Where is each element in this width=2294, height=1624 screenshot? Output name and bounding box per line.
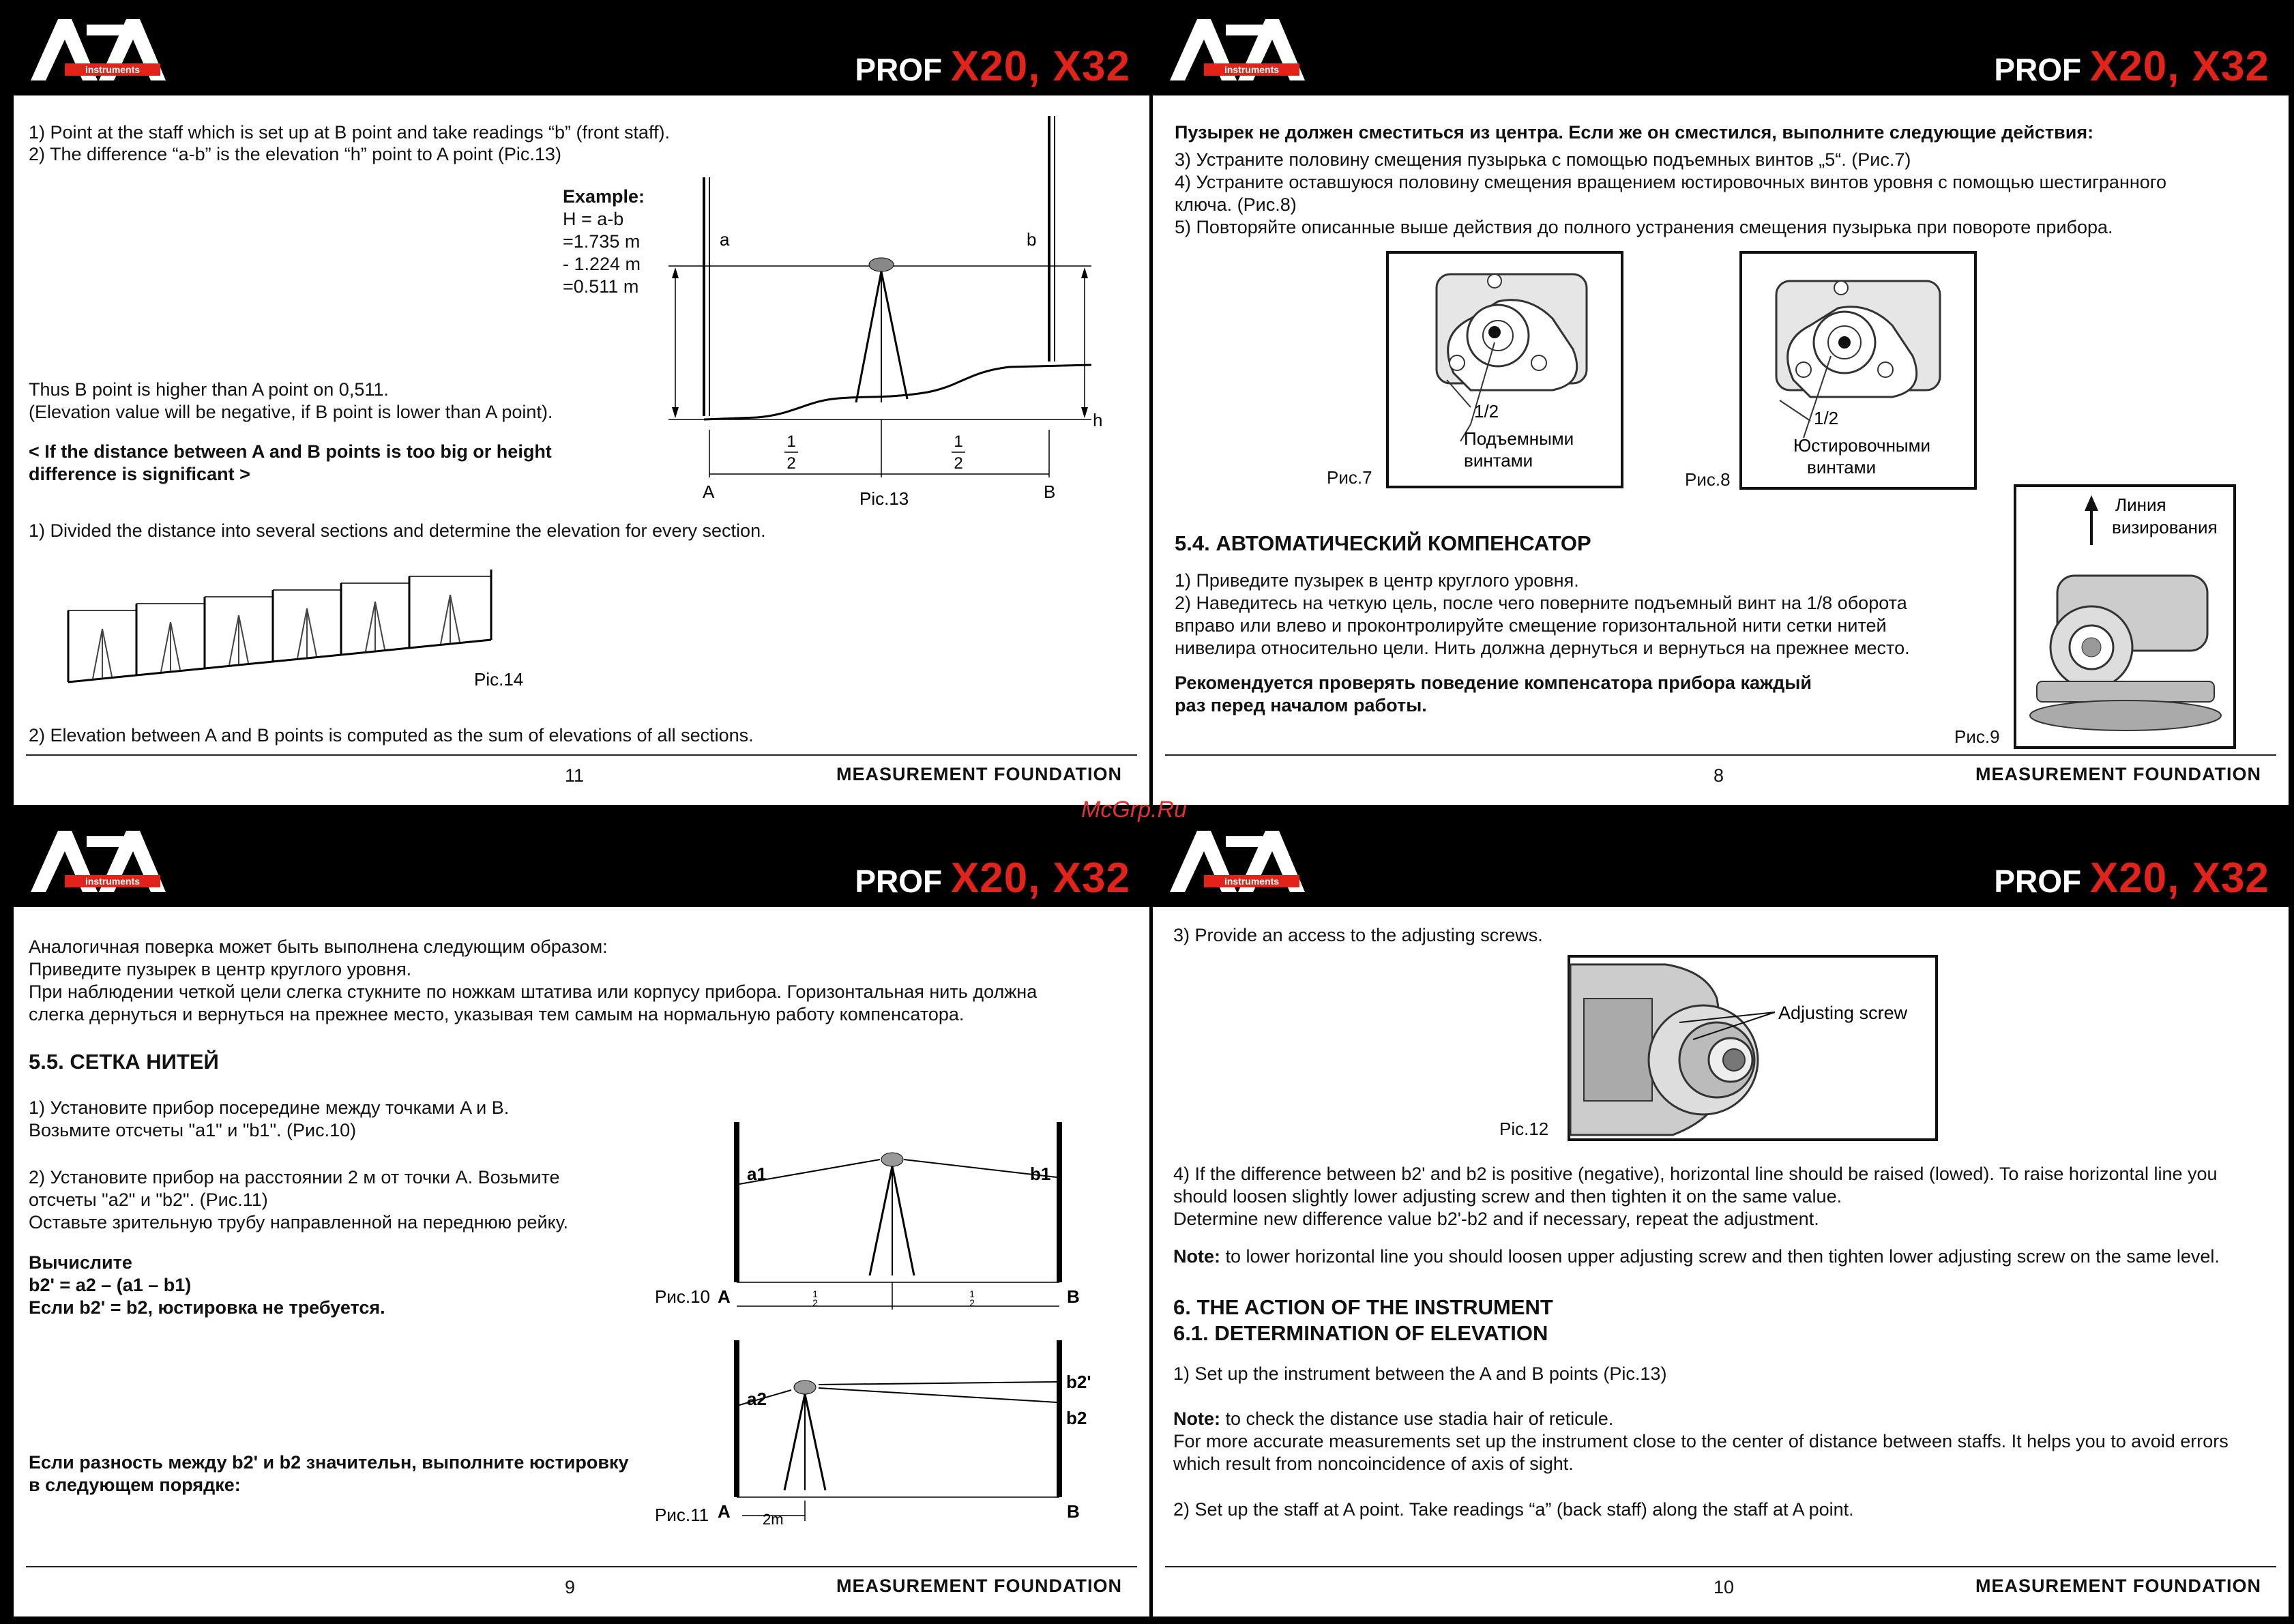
page-8 bbox=[1153, 7, 2289, 805]
half-den: 2 bbox=[786, 454, 796, 473]
page-number: 8 bbox=[1714, 765, 1724, 786]
calc-result: Если b2' = b2, юстировка не требуется. bbox=[29, 1297, 385, 1318]
half-den: 2 bbox=[954, 454, 963, 473]
caption-pic8: Рис.8 bbox=[1685, 469, 1731, 490]
text-line: 4) Устраните оставшуюся половину смещения вращением юстировочных винтов уровня с помощью шестигранного bbox=[1175, 172, 2167, 192]
half-den: 2 bbox=[969, 1297, 975, 1308]
page-11 bbox=[14, 7, 1149, 805]
label-screws: винтами bbox=[1807, 457, 1877, 477]
text-line: Determine new difference value b2'-b2 and if necessary, repeat the adjustment. bbox=[1173, 1209, 1819, 1229]
bold-line: Пузырек не должен сместиться из центра. Если же он сместился, выполните следующие действия: bbox=[1175, 122, 2094, 143]
text-line: 1) Установите прибор посередине между точками A и B. bbox=[29, 1097, 510, 1118]
example-line: =0.511 m bbox=[563, 276, 639, 297]
label-b: b bbox=[1027, 229, 1037, 250]
text-line: should loosen slightly lower adjusting screw and then tighten it on the same value. bbox=[1173, 1186, 1842, 1207]
text-line: При наблюдении четкой цели слегка стукните по ножкам штатива или корпусу прибора. Горизонтальная нить должна bbox=[29, 981, 1038, 1002]
page-header bbox=[14, 7, 1149, 95]
caption-pic13: Pic.13 bbox=[859, 488, 909, 509]
watermark: McGrp.Ru bbox=[1081, 797, 1187, 823]
text-line: Возьмите отсчеты "a1" и "b1". (Рис.10) bbox=[29, 1120, 357, 1140]
footer-rule bbox=[26, 1566, 1137, 1567]
label-B: B bbox=[1044, 482, 1056, 502]
example-title: Example: bbox=[563, 186, 645, 207]
text-line: Аналогичная поверка может быть выполнена следующим образом: bbox=[29, 936, 608, 957]
figure-pic14 bbox=[48, 566, 539, 703]
text-line: 3) Provide an access to the adjusting screws. bbox=[1173, 925, 1543, 945]
half-den: 2 bbox=[812, 1297, 818, 1308]
text-line: 3) Устраните половину смещения пузырька с помощью подъемных винтов „5“. (Рис.7) bbox=[1175, 149, 1911, 170]
section-title: 5.4. АВТОМАТИЧЕСКИЙ КОМПЕНСАТОР bbox=[1175, 531, 1591, 555]
text-line: 5) Повторяйте описанные выше действия до полного устранения смещения пузырька при повороте прибора. bbox=[1175, 217, 2113, 237]
page-number: 11 bbox=[565, 765, 585, 786]
label-A: A bbox=[703, 482, 715, 502]
label-h: h bbox=[1093, 410, 1103, 430]
note-label: Note: bbox=[1173, 1246, 1220, 1267]
figure-pic13 bbox=[655, 109, 1126, 518]
text-line: 1) Point at the staff which is set up at B point and take readings “b” (front staff). bbox=[29, 122, 671, 143]
label-sight-line: визирования bbox=[2112, 517, 2218, 537]
text-line: Оставьте зрительную трубу направленной на переднюю рейку. bbox=[29, 1212, 569, 1232]
text-line: слегка дернуться и вернуться на прежнее место, указывая тем самым на нормальную работу компенсатора. bbox=[29, 1004, 965, 1024]
half-num: 1 bbox=[786, 432, 796, 451]
bold-note: < If the distance between A and B points is too big or height bbox=[29, 441, 552, 462]
label-sight-line: Линия bbox=[2115, 494, 2166, 515]
text-line: Приведите пузырек в центр круглого уровня. bbox=[29, 959, 412, 979]
footer-brand: MEASUREMENT FOUNDATION bbox=[836, 1576, 1122, 1596]
svg-text:instruments: instruments bbox=[1224, 876, 1280, 887]
label-adjusting-screw: Adjusting screw bbox=[1778, 1003, 1908, 1023]
caption-pic14: Pic.14 bbox=[474, 669, 524, 690]
footer-rule bbox=[1165, 1566, 2276, 1567]
caption-pic7: Рис.7 bbox=[1327, 467, 1372, 488]
ada-logo bbox=[24, 12, 188, 89]
label-screws: винтами bbox=[1464, 450, 1533, 471]
text-line: вправо или влево и проконтролируйте смещение горизонтальной нити сетки нитей bbox=[1175, 615, 1887, 636]
figure-pic11 bbox=[655, 1337, 1126, 1541]
footer-rule bbox=[1165, 754, 2276, 756]
label-distance: 2m bbox=[763, 1511, 784, 1528]
ada-logo bbox=[1163, 824, 1327, 900]
text-line: (Elevation value will be negative, if B point is lower than A point). bbox=[29, 402, 553, 422]
bold-note: difference is significant > bbox=[29, 464, 250, 484]
label-a1: a1 bbox=[747, 1164, 767, 1184]
page-header bbox=[14, 818, 1149, 907]
label-half: 1/2 bbox=[1814, 408, 1839, 428]
ada-logo bbox=[1163, 12, 1327, 89]
section-title: 6. THE ACTION OF THE INSTRUMENT bbox=[1173, 1295, 1553, 1319]
note-text: to check the distance use stadia hair of reticule. bbox=[1220, 1408, 1614, 1429]
text-line: ключа. (Рис.8) bbox=[1175, 194, 1297, 215]
figure-pic9 bbox=[2014, 484, 2236, 749]
label-half: 1/2 bbox=[1474, 401, 1499, 422]
note-line bbox=[1173, 1408, 1613, 1430]
caption-pic10: Рис.10 bbox=[655, 1286, 711, 1307]
label-B: B bbox=[1067, 1501, 1080, 1522]
figure-pic10 bbox=[655, 1119, 1126, 1323]
caption-pic12: Pic.12 bbox=[1499, 1119, 1549, 1139]
bold-note: Если разность между b2' и b2 значительн, выполните юстировку bbox=[29, 1452, 629, 1473]
footer-rule bbox=[26, 754, 1137, 756]
text-line: нивелира относительно цели. Нить должна дернуться и вернуться на прежнее место. bbox=[1175, 638, 1910, 658]
text-line: 2) Наведитесь на четкую цель, после чего поверните подъемный винт на 1/8 оборота bbox=[1175, 593, 1907, 613]
text-line: 2) Установите прибор на расстоянии 2 м от точки А. Возьмите bbox=[29, 1167, 560, 1187]
label-b2-prime: b2' bbox=[1066, 1372, 1091, 1392]
text-line: 2) Elevation between A and B points is computed as the sum of elevations of all sections. bbox=[29, 725, 754, 745]
half-num: 1 bbox=[812, 1288, 818, 1299]
figure-pic8 bbox=[1739, 251, 1977, 490]
footer-brand: MEASUREMENT FOUNDATION bbox=[836, 764, 1122, 784]
page-9 bbox=[14, 818, 1149, 1616]
label-a2: a2 bbox=[747, 1389, 767, 1409]
label-a: a bbox=[720, 229, 730, 250]
page-header bbox=[1153, 7, 2289, 95]
model-title: PROF X20, X32 bbox=[1994, 43, 2269, 90]
svg-text:instruments: instruments bbox=[85, 876, 141, 887]
note-label: Note: bbox=[1173, 1408, 1220, 1429]
label-b1: b1 bbox=[1030, 1164, 1051, 1184]
text-line: отсчеты "a2" и "b2". (Рис.11) bbox=[29, 1190, 268, 1210]
example-line: - 1.224 m bbox=[563, 254, 641, 274]
label-B: B bbox=[1067, 1286, 1080, 1307]
label-screws: Юстировочными bbox=[1793, 435, 1931, 456]
example-line: =1.735 m bbox=[563, 231, 641, 252]
bold-note: в следующем порядке: bbox=[29, 1475, 241, 1495]
text-line: 4) If the difference between b2' and b2 is positive (negative), horizontal line should be raised (lowed). To raise horizontal line you bbox=[1173, 1164, 2218, 1184]
text-line: 2) The difference “a-b” is the elevation “h” point to A point (Pic.13) bbox=[29, 144, 561, 164]
model-title: PROF X20, X32 bbox=[855, 855, 1130, 902]
bold-note: Рекомендуется проверять поведение компенсатора прибора каждый bbox=[1175, 673, 1812, 693]
page-number: 9 bbox=[565, 1577, 576, 1597]
figure-pic7 bbox=[1386, 251, 1623, 488]
section-title: 5.5. СЕТКА НИТЕЙ bbox=[29, 1050, 219, 1074]
caption-pic9: Рис.9 bbox=[1954, 726, 2000, 747]
section-title: 6.1. DETERMINATION OF ELEVATION bbox=[1173, 1321, 1548, 1345]
bold-note: раз перед началом работы. bbox=[1175, 695, 1427, 715]
ada-logo bbox=[24, 824, 188, 900]
page-10 bbox=[1153, 818, 2289, 1616]
footer-brand: MEASUREMENT FOUNDATION bbox=[1975, 1576, 2261, 1596]
text-line: 2) Set up the staff at A point. Take readings “a” (back staff) along the staff at A point. bbox=[1173, 1499, 1854, 1520]
label-screws: Подъемными bbox=[1464, 428, 1574, 449]
page-number: 10 bbox=[1714, 1577, 1735, 1597]
text-line: 1) Приведите пузырек в центр круглого уровня. bbox=[1175, 570, 1579, 591]
svg-text:instruments: instruments bbox=[1224, 64, 1280, 75]
calc-title: Вычислите bbox=[29, 1252, 132, 1273]
page-header bbox=[1153, 818, 2289, 907]
svg-text:instruments: instruments bbox=[85, 64, 141, 75]
text-line: 1) Set up the instrument between the A and B points (Pic.13) bbox=[1173, 1363, 1667, 1384]
half-num: 1 bbox=[954, 432, 963, 451]
label-A: A bbox=[718, 1286, 731, 1307]
label-A: A bbox=[718, 1501, 731, 1522]
figure-pic12 bbox=[1568, 955, 1938, 1141]
text-line: Thus B point is higher than A point on 0,511. bbox=[29, 379, 389, 400]
half-num: 1 bbox=[969, 1288, 975, 1299]
calc-formula: b2' = a2 – (a1 – b1) bbox=[29, 1275, 192, 1295]
note-line bbox=[1173, 1245, 2220, 1268]
note-text: to lower horizontal line you should loosen upper adjusting screw and then tighten lower adjusting screw on the same level. bbox=[1220, 1246, 2220, 1267]
caption-pic11: Рис.11 bbox=[655, 1505, 709, 1525]
text-line: For more accurate measurements set up the instrument close to the center of distance between staffs. It helps you to avoid errors bbox=[1173, 1431, 2229, 1451]
example-line: H = a-b bbox=[563, 209, 624, 229]
footer-brand: MEASUREMENT FOUNDATION bbox=[1975, 764, 2261, 784]
text-line: 1) Divided the distance into several sections and determine the elevation for every section. bbox=[29, 520, 766, 541]
text-line: which result from noncoincidence of axis of sight. bbox=[1173, 1453, 1574, 1474]
model-title: PROF X20, X32 bbox=[855, 43, 1130, 90]
label-b2: b2 bbox=[1066, 1408, 1087, 1428]
model-title: PROF X20, X32 bbox=[1994, 855, 2269, 902]
